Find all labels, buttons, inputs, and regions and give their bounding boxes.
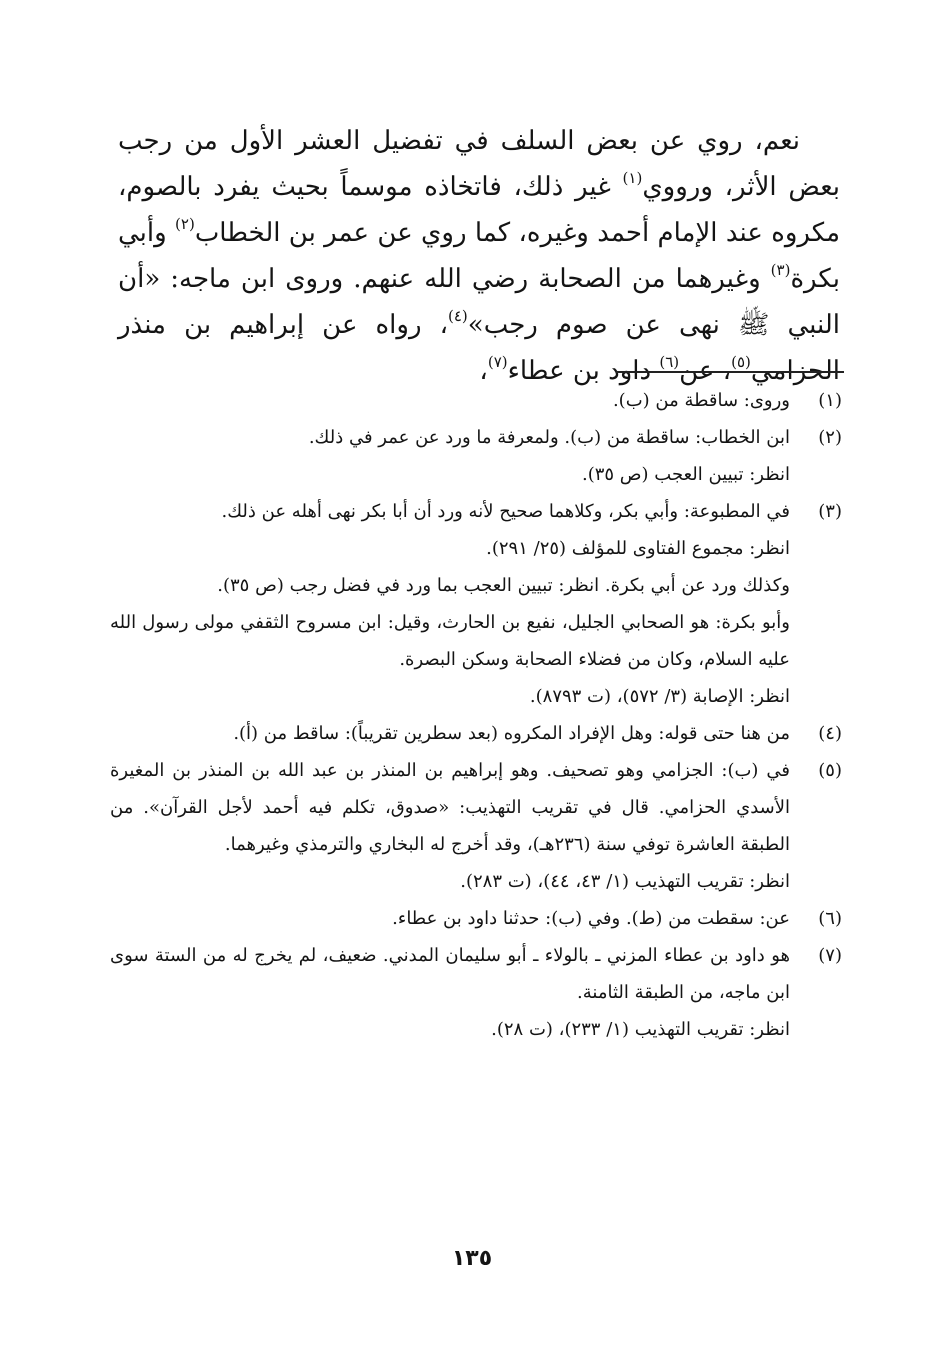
footnote-7 [110, 937, 842, 1048]
footnote-number: (٥) [818, 760, 842, 781]
footnote-ref: (٥) [731, 353, 751, 371]
footnote-ref: (٧) [487, 353, 508, 371]
footnote-number: (٣) [818, 501, 842, 522]
footnote-line: ابن الخطاب: ساقطة من (ب). ولمعرفة ما ورد عن عمر في ذلك. [308, 427, 790, 448]
footnote-line: انظر: تقريب التهذيب (١/ ٤٣، ٤٤)، (ت ٢٨٣). [460, 871, 790, 892]
footnote-ref: (٢) [175, 215, 195, 233]
page-number: ١٣٥ [451, 1246, 493, 1271]
footnote-separator [616, 371, 844, 373]
paragraph: نعم، روي عن بعض السلف في تفضيل العشر الأول من رجب بعض الأثر، ورووي$^{(١)}$ غير ذلك، فاتخاذه موسماً بحيث يفرد بالصوم، مكروه عند الإمام أحمد وغيره، كما روي عن عمر بن الخطاب$^{(٢)}$ وأبي بكرة$^{(٣)}$ وغيرهما من الصحابة رضي الله عنهم. وروى ابن ماجه: «أن النبي ﷺ نهى عن صوم رجب»$^{(٤)}$، رواه عن إبراهيم بن منذر الحزامي$^{(٥)}$، عن$^{(٦)}$ داود بن عطاء$^{(٧)}$، [118, 126, 841, 386]
footnote-number: (٢) [818, 427, 842, 448]
footnote-6 [110, 900, 842, 937]
footnote-1 [110, 382, 842, 419]
footnote-line: في (ب): الجزامي وهو تصحيف. وهو إبراهيم بن المنذر بن عبد الله بن المنذر بن المغيرة الأسدي الحزامي. قال في تقريب التهذيب: «صدوق، تكلم فيه أحمد لأجل القرآن». من الطبقة العاشرة توفي سنة (٢٣٦هـ)، وقد أخرج له البخاري والترمذي وغيرهما. [110, 760, 790, 855]
footnote-line: وأبو بكرة: هو الصحابي الجليل، نفيع بن الحارث، وقيل: ابن مسروح الثقفي مولى رسول الله عليه السلام، وكان من فضلاء الصحابة وسكن البصرة. [110, 612, 790, 670]
footnote-number: (٧) [818, 945, 842, 966]
footnote-ref: (٤) [448, 307, 468, 325]
main-paragraph [118, 118, 840, 394]
footnote-ref: (٣) [770, 261, 791, 279]
footnote-line: وكذلك ورد عن أبي بكرة. انظر: تبيين العجب بما ورد في فضل رجب (ص ٣٥). [217, 575, 790, 596]
footnote-line: من هنا حتى قوله: وهل الإفراد المكروه (بعد سطرين تقريباً): ساقط من (أ). [233, 723, 790, 744]
footnote-number: (١) [818, 390, 842, 411]
footnote-2 [110, 419, 842, 493]
footnote-3 [110, 493, 842, 715]
footnotes [110, 382, 842, 1048]
footnote-line: هو داود بن عطاء المزني ـ بالولاء ـ أبو سليمان المدني. ضعيف، لم يخرج له من الستة سوى ابن ماجه، من الطبقة الثامنة. [110, 945, 790, 1003]
footnote-line: انظر: مجموع الفتاوى للمؤلف (٢٥/ ٢٩١). [486, 538, 790, 559]
footnote-line: في المطبوعة: وأبي بكر، وكلاهما صحيح لأنه ورد أن أبا بكر نهى أهله عن ذلك. [221, 501, 790, 522]
footnote-5 [110, 752, 842, 900]
footnote-line: انظر: تبيين العجب (ص ٣٥). [581, 464, 790, 485]
footnote-4 [110, 715, 842, 752]
footnote-ref: (١) [622, 169, 643, 187]
footnote-ref: (٦) [659, 353, 680, 371]
footnote-number: (٤) [818, 723, 842, 744]
footnote-number: (٦) [818, 908, 842, 929]
footnote-line: عن: سقطت من (ط). وفي (ب): حدثنا داود بن عطاء. [392, 908, 790, 929]
footnote-line: انظر: الإصابة (٣/ ٥٧٢)، (ت ٨٧٩٣). [529, 686, 790, 707]
footnote-line: انظر: تقريب التهذيب (١/ ٢٣٣)، (ت ٢٨). [491, 1019, 790, 1040]
footnote-line: وروى: ساقطة من (ب). [612, 390, 790, 411]
